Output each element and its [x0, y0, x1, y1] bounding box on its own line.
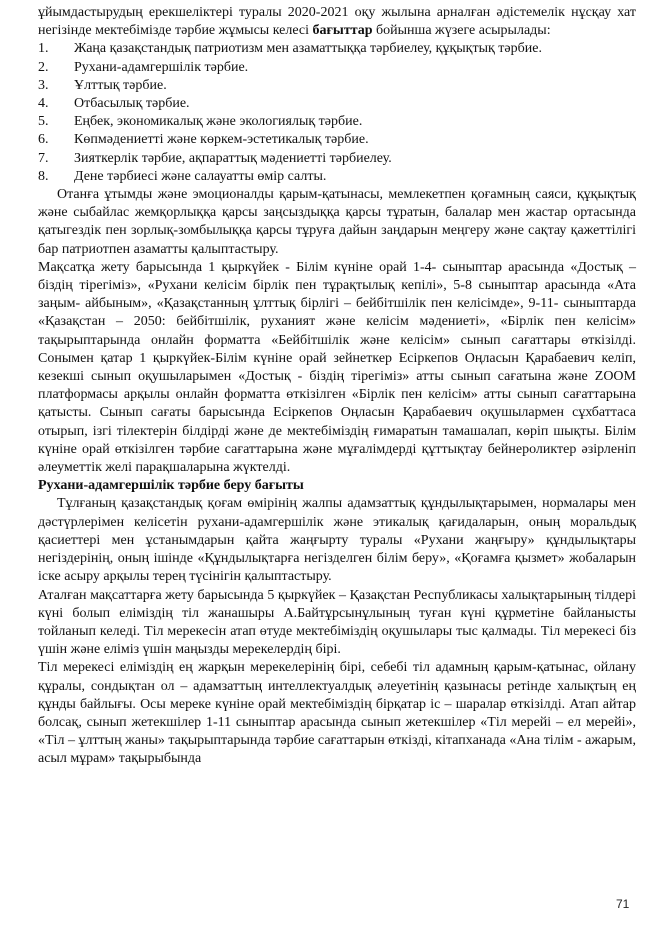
section-heading: Рухани-адамгершілік тәрбие беру бағыты [38, 478, 304, 494]
languages-day-paragraph: Аталған мақсаттарға жету барысында 5 қыркүйек – Қазақстан Республикасы халықтарының тілдері күні болып еліміздің тіл жанашыры А.Байтұрсынұлының туған күні құрметіне байланысты тойланып келеді. Тіл мерекесін атап өтуде мектебіміздің оқушылары тыс қалмады. Тіл мерекесі біз үшін және еліміз үшін маңызды мерекелердің бірі. [38, 587, 636, 658]
list-item-text: Көпмәдениетті және көркем-эстетикалық тәрбие. [74, 132, 369, 148]
list-item [38, 77, 636, 95]
list-item-number: 1. [38, 41, 49, 57]
intro-paragraph [38, 4, 636, 40]
intro-text-after: бойынша жүзеге асырылады: [372, 23, 551, 39]
list-item-number: 7. [38, 150, 49, 166]
knowledge-day-paragraph: Мақсатқа жету барысында 1 қыркүйек - Білім күніне орай 1-4- сыныптар арасында «Достық – біздің тірегіміз», «Рухани келісім бірлік пен тұрақтылық кепілі», 5-8 сыныптар арасында «Ата заңым- айбыным», «Қазақстанның ұлттық бірлігі – бейбітшілік пен келісімде», 9-11- сыныптарда «Қазақстан – 2050: бейбітшілік, руханият және келісім мәдениеті», «Бірлік пен келісім» тақырыптарында онлайн форматта «Бейбітшілік және келісім» сынып сағаттары өткізілді. Сонымен қатар 1 қыркүйек-Білім күніне орай зейнеткер Есіркепов Оңласын Қарабаевич келіп, кезекші сынып оқушыларымен «Достық - біздің тірегіміз» атты сынып сағатына және ZOOM платформасы арқылы онлайн форматта өткізілген «Бірлік пен келісім» атты сынып сағаттарына қатысты. Сынып сағаты барысында Есіркепов Оңласын Қарабаевич оқушылармен сұхбаттаса отырып, ізгі тілектерін білдірді және де мектебіміздің ғимаратын тамашалап, көріп шықты. Білім күніне орай өткізілген тәрбие сағаттарына және мұғалімдерді құттықтау бейнероликтер әзірленіп әлеуметтік желі парақшаларына жүктелді. [38, 259, 636, 476]
list-item-text: Еңбек, экономикалық және экологиялық тәрбие. [74, 114, 363, 130]
list-item-text: Ұлттық тәрбие. [74, 77, 167, 93]
list-item-text: Рухани-адамгершілік тәрбие. [74, 59, 249, 75]
list-item [38, 131, 636, 149]
document-page [38, 4, 636, 769]
list-item-number: 4. [38, 96, 49, 112]
directions-list [38, 40, 636, 186]
list-item-number: 5. [38, 114, 49, 130]
list-item-text: Отбасылық тәрбие. [74, 96, 190, 112]
spiritual-paragraph: Тұлғаның қазақстандық қоғам өмірінің жалпы адамзаттық құндылықтарымен, нормалары мен дәстүрлерімен келісетін рухани-адамгершілік және этикалық қағидаларын, оның моральдық қасиеттері мен ұстанымдарын қайта жаңғырту туралы «Рухани жаңғыру» құндылықтары негіздерінің, оның ішінде «Құндылықтарға негізделген білім беру», «Қоғамға қызмет» жобаларын іске асыру арқылы терең түсінігін қалыптастыру. [38, 496, 636, 585]
page-number: 71 [616, 897, 630, 911]
list-item [38, 113, 636, 131]
list-item [38, 59, 636, 77]
list-item [38, 95, 636, 113]
list-item-text: Зияткерлік тәрбие, ақпараттық мәдениетті тәрбиелеу. [74, 150, 392, 166]
list-item [38, 150, 636, 168]
list-item [38, 40, 636, 58]
list-item-number: 3. [38, 77, 49, 93]
list-item-text: Жаңа қазақстандық патриотизм мен азаматтыққа тәрбиелеу, құқықтық тәрбие. [74, 41, 542, 57]
list-item-number: 6. [38, 132, 49, 148]
intro-text-before: ұйымдастырудың ерекшеліктері туралы 2020-2021 оқу жылына арналған әдістемелік нұсқау хат негізінде мектебімізде тәрбие жұмысы келесі [38, 5, 636, 39]
list-item-number: 2. [38, 59, 49, 75]
intro-bold-word: бағыттар [312, 23, 373, 39]
language-holiday-paragraph: Тіл мерекесі еліміздің ең жарқын мерекелерінің бірі, себебі тіл адамның қарым-қатынас, ойлану құралы, сондықтан ол – адамзаттың интеллектуалдық әлеуетінің қазынасы ретінде халықтың ең құнды байлығы. Осы мереке күніне орай мектебіміздің бірқатар іс – шаралар өткізілді. Атап айтар болсақ, сынып жетекшілер 1-11 сыныптар арасында сынып жетекшілер «Тіл мерейі – ел мерейі», «Тіл – ұлттың жаны» тақырыптарында тәрбие сағаттарын өткізді, кітапханада «Ана тілім - ажарым, асыл мұрам» тақырыбында [38, 660, 636, 767]
list-item-text: Дене тәрбиесі және салауатты өмір салты. [74, 168, 327, 184]
list-item-number: 8. [38, 168, 49, 184]
patriotism-paragraph: Отанға ұтымды және эмоционалды қарым-қатынасы, мемлекетпен қоғамның саяси, құқықтық және сыбайлас жемқорлыққа қарсы заңсыздыққа қарсы тұратын, балалар мен жастар ортасында қатыгездік пен зорлық-зомбылыққа қарсы тұруға дайын заңдарын меңгеру және сақтау қажеттілігі бар патриотпен азаматты қалыптастыру. [38, 187, 636, 257]
list-item [38, 168, 636, 186]
